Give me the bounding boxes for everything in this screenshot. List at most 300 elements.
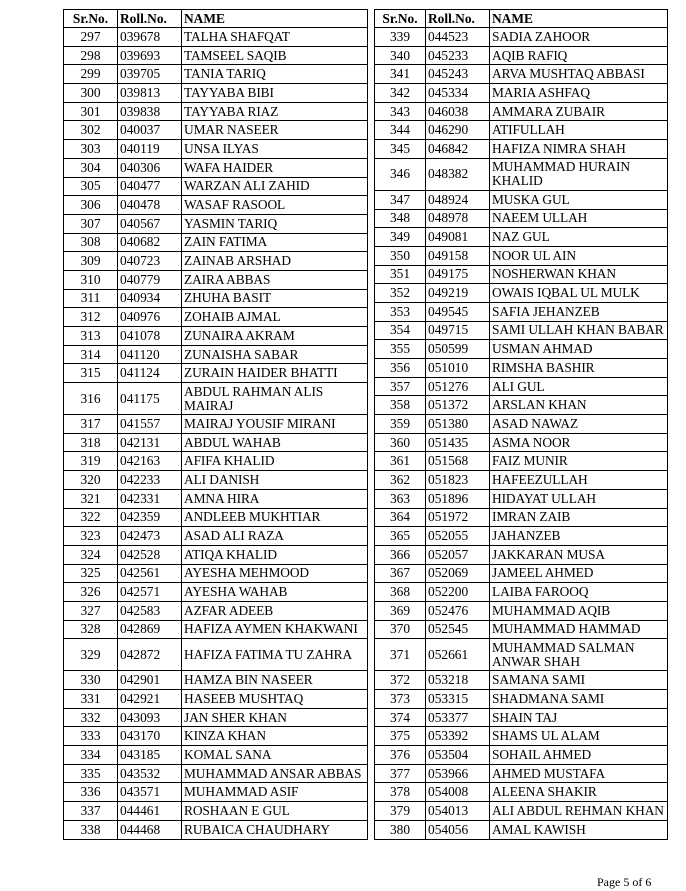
cell-sr-no: 359	[375, 415, 426, 434]
cell-name: ABDUL WAHAB	[182, 433, 368, 452]
cell-sr-no: 356	[375, 359, 426, 378]
cell-name: SHAMS UL ALAM	[490, 727, 668, 746]
cell-name: USMAN AHMAD	[490, 340, 668, 359]
cell-roll-no: 042473	[118, 527, 182, 546]
cell-sr-no: 320	[64, 471, 118, 490]
cell-sr-no: 358	[375, 396, 426, 415]
cell-sr-no: 348	[375, 209, 426, 228]
cell-name: ROSHAAN E GUL	[182, 802, 368, 821]
cell-roll-no: 051372	[426, 396, 490, 415]
cell-name: ALI ABDUL REHMAN KHAN	[490, 802, 668, 821]
cell-roll-no: 040119	[118, 140, 182, 159]
cell-sr-no: 375	[375, 727, 426, 746]
header-row	[64, 10, 368, 28]
cell-name: AZFAR ADEEB	[182, 601, 368, 620]
cell-roll-no: 052057	[426, 545, 490, 564]
cell-name: RIMSHA BASHIR	[490, 359, 668, 378]
table-row	[375, 121, 668, 140]
cell-roll-no: 050599	[426, 340, 490, 359]
cell-roll-no: 040477	[118, 177, 182, 196]
cell-roll-no: 041124	[118, 364, 182, 383]
table-row	[64, 802, 368, 821]
cell-roll-no: 045233	[426, 46, 490, 65]
cell-name: MAIRAJ YOUSIF MIRANI	[182, 415, 368, 434]
cell-sr-no: 379	[375, 802, 426, 821]
cell-roll-no: 053504	[426, 746, 490, 765]
cell-sr-no: 378	[375, 783, 426, 802]
table-row	[375, 228, 668, 247]
table-row	[375, 28, 668, 47]
cell-roll-no: 049158	[426, 246, 490, 265]
table-body-left	[64, 28, 368, 840]
header-sr-no: Sr.No.	[64, 10, 118, 28]
cell-sr-no: 328	[64, 620, 118, 639]
header-sr-no: Sr.No.	[375, 10, 426, 28]
table-row	[375, 396, 668, 415]
cell-name: AYESHA WAHAB	[182, 583, 368, 602]
cell-roll-no: 052069	[426, 564, 490, 583]
table-row	[64, 28, 368, 47]
cell-sr-no: 304	[64, 158, 118, 177]
cell-name: AMMARA ZUBAIR	[490, 102, 668, 121]
table-row	[64, 671, 368, 690]
cell-roll-no: 045334	[426, 84, 490, 103]
cell-name: HAMZA BIN NASEER	[182, 671, 368, 690]
cell-name: RUBAICA CHAUDHARY	[182, 820, 368, 839]
table-row	[375, 708, 668, 727]
cell-sr-no: 346	[375, 158, 426, 190]
cell-sr-no: 333	[64, 727, 118, 746]
table-row	[375, 246, 668, 265]
table-row	[375, 690, 668, 709]
cell-sr-no: 371	[375, 639, 426, 671]
cell-roll-no: 043170	[118, 727, 182, 746]
table-row	[375, 415, 668, 434]
cell-name: ZAIRA ABBAS	[182, 270, 368, 289]
roll-table-left	[63, 9, 368, 840]
cell-roll-no: 048978	[426, 209, 490, 228]
table-row	[64, 727, 368, 746]
cell-sr-no: 351	[375, 265, 426, 284]
cell-sr-no: 341	[375, 65, 426, 84]
table-row	[375, 140, 668, 159]
cell-roll-no: 044468	[118, 820, 182, 839]
cell-roll-no: 049545	[426, 302, 490, 321]
table-row	[64, 289, 368, 308]
cell-sr-no: 337	[64, 802, 118, 821]
cell-sr-no: 362	[375, 471, 426, 490]
table-row	[375, 102, 668, 121]
cell-name: HAFIZA NIMRA SHAH	[490, 140, 668, 159]
cell-name: ZUNAISHA SABAR	[182, 345, 368, 364]
cell-sr-no: 354	[375, 321, 426, 340]
table-row	[375, 284, 668, 303]
cell-sr-no: 324	[64, 545, 118, 564]
cell-roll-no: 049175	[426, 265, 490, 284]
cell-sr-no: 340	[375, 46, 426, 65]
cell-sr-no: 339	[375, 28, 426, 47]
table-row	[64, 252, 368, 271]
cell-name: WAFA HAIDER	[182, 158, 368, 177]
cell-roll-no: 053315	[426, 690, 490, 709]
cell-name: SOHAIL AHMED	[490, 746, 668, 765]
cell-name: UNSA ILYAS	[182, 140, 368, 159]
table-row	[375, 190, 668, 209]
cell-sr-no: 370	[375, 620, 426, 639]
table-row	[375, 620, 668, 639]
cell-sr-no: 327	[64, 601, 118, 620]
table-row	[64, 383, 368, 415]
cell-name: FAIZ MUNIR	[490, 452, 668, 471]
cell-roll-no: 041557	[118, 415, 182, 434]
table-row	[375, 783, 668, 802]
table-row	[64, 345, 368, 364]
cell-name: MUHAMMAD ANSAR ABBAS	[182, 764, 368, 783]
table-row	[375, 46, 668, 65]
cell-sr-no: 361	[375, 452, 426, 471]
table-row	[64, 233, 368, 252]
cell-name: ALEENA SHAKIR	[490, 783, 668, 802]
table-row	[375, 302, 668, 321]
table-row	[64, 327, 368, 346]
cell-roll-no: 042872	[118, 639, 182, 671]
cell-name: MUHAMMAD AQIB	[490, 601, 668, 620]
cell-roll-no: 040306	[118, 158, 182, 177]
cell-roll-no: 042163	[118, 452, 182, 471]
cell-sr-no: 301	[64, 102, 118, 121]
cell-roll-no: 051972	[426, 508, 490, 527]
cell-sr-no: 353	[375, 302, 426, 321]
cell-name: AQIB RAFIQ	[490, 46, 668, 65]
cell-roll-no: 042583	[118, 601, 182, 620]
table-row	[375, 508, 668, 527]
cell-roll-no: 040723	[118, 252, 182, 271]
cell-sr-no: 322	[64, 508, 118, 527]
cell-name: ALI GUL	[490, 377, 668, 396]
table-row	[375, 209, 668, 228]
cell-sr-no: 311	[64, 289, 118, 308]
cell-roll-no: 052545	[426, 620, 490, 639]
cell-roll-no: 051380	[426, 415, 490, 434]
cell-sr-no: 345	[375, 140, 426, 159]
cell-name: AFIFA KHALID	[182, 452, 368, 471]
cell-name: HAFIZA AYMEN KHAKWANI	[182, 620, 368, 639]
table-row	[375, 527, 668, 546]
cell-sr-no: 357	[375, 377, 426, 396]
cell-name: MUSKA GUL	[490, 190, 668, 209]
cell-sr-no: 298	[64, 46, 118, 65]
table-row	[64, 177, 368, 196]
cell-roll-no: 040976	[118, 308, 182, 327]
cell-sr-no: 380	[375, 820, 426, 839]
cell-roll-no: 040567	[118, 214, 182, 233]
cell-sr-no: 317	[64, 415, 118, 434]
cell-name: NOSHERWAN KHAN	[490, 265, 668, 284]
cell-roll-no: 049715	[426, 321, 490, 340]
cell-sr-no: 318	[64, 433, 118, 452]
cell-name: MUHAMMAD ASIF	[182, 783, 368, 802]
cell-sr-no: 366	[375, 545, 426, 564]
cell-sr-no: 363	[375, 489, 426, 508]
cell-sr-no: 310	[64, 270, 118, 289]
cell-roll-no: 053392	[426, 727, 490, 746]
cell-sr-no: 323	[64, 527, 118, 546]
table-row	[64, 121, 368, 140]
cell-roll-no: 049081	[426, 228, 490, 247]
table-row	[375, 359, 668, 378]
cell-roll-no: 039693	[118, 46, 182, 65]
cell-name: HIDAYAT ULLAH	[490, 489, 668, 508]
cell-sr-no: 364	[375, 508, 426, 527]
cell-roll-no: 039813	[118, 84, 182, 103]
table-row	[64, 508, 368, 527]
cell-name: SHADMANA SAMI	[490, 690, 668, 709]
cell-sr-no: 297	[64, 28, 118, 47]
cell-roll-no: 039838	[118, 102, 182, 121]
cell-sr-no: 342	[375, 84, 426, 103]
table-row	[64, 415, 368, 434]
table-row	[64, 583, 368, 602]
table-row	[64, 158, 368, 177]
table-row	[375, 583, 668, 602]
cell-name: TAMSEEL SAQIB	[182, 46, 368, 65]
table-row	[64, 639, 368, 671]
cell-name: SAFIA JEHANZEB	[490, 302, 668, 321]
cell-roll-no: 052200	[426, 583, 490, 602]
cell-roll-no: 043093	[118, 708, 182, 727]
cell-name: ATIFULLAH	[490, 121, 668, 140]
cell-sr-no: 360	[375, 433, 426, 452]
cell-sr-no: 347	[375, 190, 426, 209]
cell-name: HASEEB MUSHTAQ	[182, 690, 368, 709]
cell-sr-no: 319	[64, 452, 118, 471]
page-number: Page 5 of 6	[597, 875, 652, 889]
table-row	[375, 564, 668, 583]
cell-roll-no: 042901	[118, 671, 182, 690]
cell-sr-no: 352	[375, 284, 426, 303]
table-row	[64, 489, 368, 508]
table-row	[64, 783, 368, 802]
table-row	[375, 65, 668, 84]
table-row	[64, 708, 368, 727]
cell-sr-no: 309	[64, 252, 118, 271]
table-row	[375, 764, 668, 783]
table-row	[375, 820, 668, 839]
cell-name: MARIA ASHFAQ	[490, 84, 668, 103]
cell-sr-no: 344	[375, 121, 426, 140]
table-row	[64, 84, 368, 103]
table-row	[375, 746, 668, 765]
cell-name: ZOHAIB AJMAL	[182, 308, 368, 327]
cell-sr-no: 313	[64, 327, 118, 346]
table-row	[375, 340, 668, 359]
cell-name: LAIBA FAROOQ	[490, 583, 668, 602]
cell-name: UMAR NASEER	[182, 121, 368, 140]
header-row	[375, 10, 668, 28]
table-row	[64, 308, 368, 327]
table-row	[64, 820, 368, 839]
table-row	[64, 564, 368, 583]
cell-name: MUHAMMAD HURAIN KHALID	[490, 158, 668, 190]
table-row	[64, 690, 368, 709]
header-name: NAME	[182, 10, 368, 28]
header-roll-no: Roll.No.	[118, 10, 182, 28]
cell-roll-no: 053377	[426, 708, 490, 727]
cell-name: AYESHA MEHMOOD	[182, 564, 368, 583]
cell-roll-no: 039705	[118, 65, 182, 84]
cell-roll-no: 042131	[118, 433, 182, 452]
table-row	[375, 377, 668, 396]
cell-sr-no: 306	[64, 196, 118, 215]
cell-roll-no: 040478	[118, 196, 182, 215]
cell-sr-no: 314	[64, 345, 118, 364]
table-row	[375, 452, 668, 471]
cell-name: ATIQA KHALID	[182, 545, 368, 564]
table-row	[64, 140, 368, 159]
cell-sr-no: 336	[64, 783, 118, 802]
table-row	[375, 727, 668, 746]
cell-roll-no: 052476	[426, 601, 490, 620]
cell-sr-no: 307	[64, 214, 118, 233]
roll-table-right	[374, 9, 668, 840]
cell-roll-no: 040934	[118, 289, 182, 308]
cell-sr-no: 338	[64, 820, 118, 839]
cell-roll-no: 042869	[118, 620, 182, 639]
cell-roll-no: 051568	[426, 452, 490, 471]
table-row	[64, 545, 368, 564]
cell-name: ZAINAB ARSHAD	[182, 252, 368, 271]
cell-roll-no: 051435	[426, 433, 490, 452]
cell-sr-no: 372	[375, 671, 426, 690]
table-row	[64, 527, 368, 546]
cell-sr-no: 300	[64, 84, 118, 103]
cell-sr-no: 325	[64, 564, 118, 583]
cell-roll-no: 039678	[118, 28, 182, 47]
table-row	[64, 764, 368, 783]
cell-roll-no: 051010	[426, 359, 490, 378]
cell-name: ASAD NAWAZ	[490, 415, 668, 434]
cell-roll-no: 043532	[118, 764, 182, 783]
cell-name: AMAL KAWISH	[490, 820, 668, 839]
header-roll-no: Roll.No.	[426, 10, 490, 28]
cell-sr-no: 349	[375, 228, 426, 247]
cell-name: JAHANZEB	[490, 527, 668, 546]
cell-roll-no: 048382	[426, 158, 490, 190]
cell-roll-no: 044523	[426, 28, 490, 47]
cell-name: ALI DANISH	[182, 471, 368, 490]
cell-name: NAEEM ULLAH	[490, 209, 668, 228]
cell-roll-no: 042571	[118, 583, 182, 602]
cell-name: AMNA HIRA	[182, 489, 368, 508]
cell-roll-no: 054008	[426, 783, 490, 802]
cell-name: WARZAN ALI ZAHID	[182, 177, 368, 196]
cell-sr-no: 369	[375, 601, 426, 620]
cell-roll-no: 048924	[426, 190, 490, 209]
cell-name: ARSLAN KHAN	[490, 396, 668, 415]
cell-sr-no: 330	[64, 671, 118, 690]
cell-roll-no: 042528	[118, 545, 182, 564]
cell-sr-no: 374	[375, 708, 426, 727]
table-row	[64, 65, 368, 84]
cell-roll-no: 052055	[426, 527, 490, 546]
table-row	[375, 639, 668, 671]
cell-sr-no: 308	[64, 233, 118, 252]
cell-name: HAFEEZULLAH	[490, 471, 668, 490]
cell-roll-no: 041120	[118, 345, 182, 364]
cell-name: TAYYABA RIAZ	[182, 102, 368, 121]
table-row	[375, 671, 668, 690]
table-row	[375, 158, 668, 190]
cell-sr-no: 377	[375, 764, 426, 783]
table-row	[64, 196, 368, 215]
cell-sr-no: 321	[64, 489, 118, 508]
cell-roll-no: 051823	[426, 471, 490, 490]
cell-name: SAMI ULLAH KHAN BABAR	[490, 321, 668, 340]
cell-name: JAKKARAN MUSA	[490, 545, 668, 564]
cell-sr-no: 335	[64, 764, 118, 783]
cell-sr-no: 332	[64, 708, 118, 727]
cell-sr-no: 373	[375, 690, 426, 709]
cell-roll-no: 051896	[426, 489, 490, 508]
cell-name: ANDLEEB MUKHTIAR	[182, 508, 368, 527]
cell-sr-no: 315	[64, 364, 118, 383]
cell-roll-no: 054013	[426, 802, 490, 821]
cell-sr-no: 329	[64, 639, 118, 671]
table-row	[375, 84, 668, 103]
table-row	[64, 214, 368, 233]
header-name: NAME	[490, 10, 668, 28]
cell-sr-no: 312	[64, 308, 118, 327]
cell-name: KOMAL SANA	[182, 746, 368, 765]
cell-name: HAFIZA FATIMA TU ZAHRA	[182, 639, 368, 671]
cell-sr-no: 343	[375, 102, 426, 121]
cell-sr-no: 368	[375, 583, 426, 602]
cell-roll-no: 052661	[426, 639, 490, 671]
cell-roll-no: 049219	[426, 284, 490, 303]
cell-sr-no: 302	[64, 121, 118, 140]
cell-sr-no: 365	[375, 527, 426, 546]
cell-sr-no: 334	[64, 746, 118, 765]
cell-name: ASAD ALI RAZA	[182, 527, 368, 546]
table-row	[375, 601, 668, 620]
cell-roll-no: 053966	[426, 764, 490, 783]
cell-name: KINZA KHAN	[182, 727, 368, 746]
cell-roll-no: 053218	[426, 671, 490, 690]
cell-sr-no: 331	[64, 690, 118, 709]
cell-roll-no: 051276	[426, 377, 490, 396]
cell-roll-no: 041175	[118, 383, 182, 415]
cell-sr-no: 305	[64, 177, 118, 196]
cell-name: ZHUHA BASIT	[182, 289, 368, 308]
cell-roll-no: 042561	[118, 564, 182, 583]
cell-roll-no: 046842	[426, 140, 490, 159]
table-body-right	[375, 28, 668, 840]
cell-name: MUHAMMAD SALMAN ANWAR SHAH	[490, 639, 668, 671]
cell-name: TALHA SHAFQAT	[182, 28, 368, 47]
table-row	[64, 452, 368, 471]
cell-name: MUHAMMAD HAMMAD	[490, 620, 668, 639]
cell-sr-no: 355	[375, 340, 426, 359]
cell-name: AHMED MUSTAFA	[490, 764, 668, 783]
table-row	[64, 433, 368, 452]
cell-sr-no: 367	[375, 564, 426, 583]
cell-name: ARVA MUSHTAQ ABBASI	[490, 65, 668, 84]
table-row	[375, 265, 668, 284]
cell-roll-no: 044461	[118, 802, 182, 821]
table-row	[64, 102, 368, 121]
cell-roll-no: 041078	[118, 327, 182, 346]
cell-name: ZURAIN HAIDER BHATTI	[182, 364, 368, 383]
